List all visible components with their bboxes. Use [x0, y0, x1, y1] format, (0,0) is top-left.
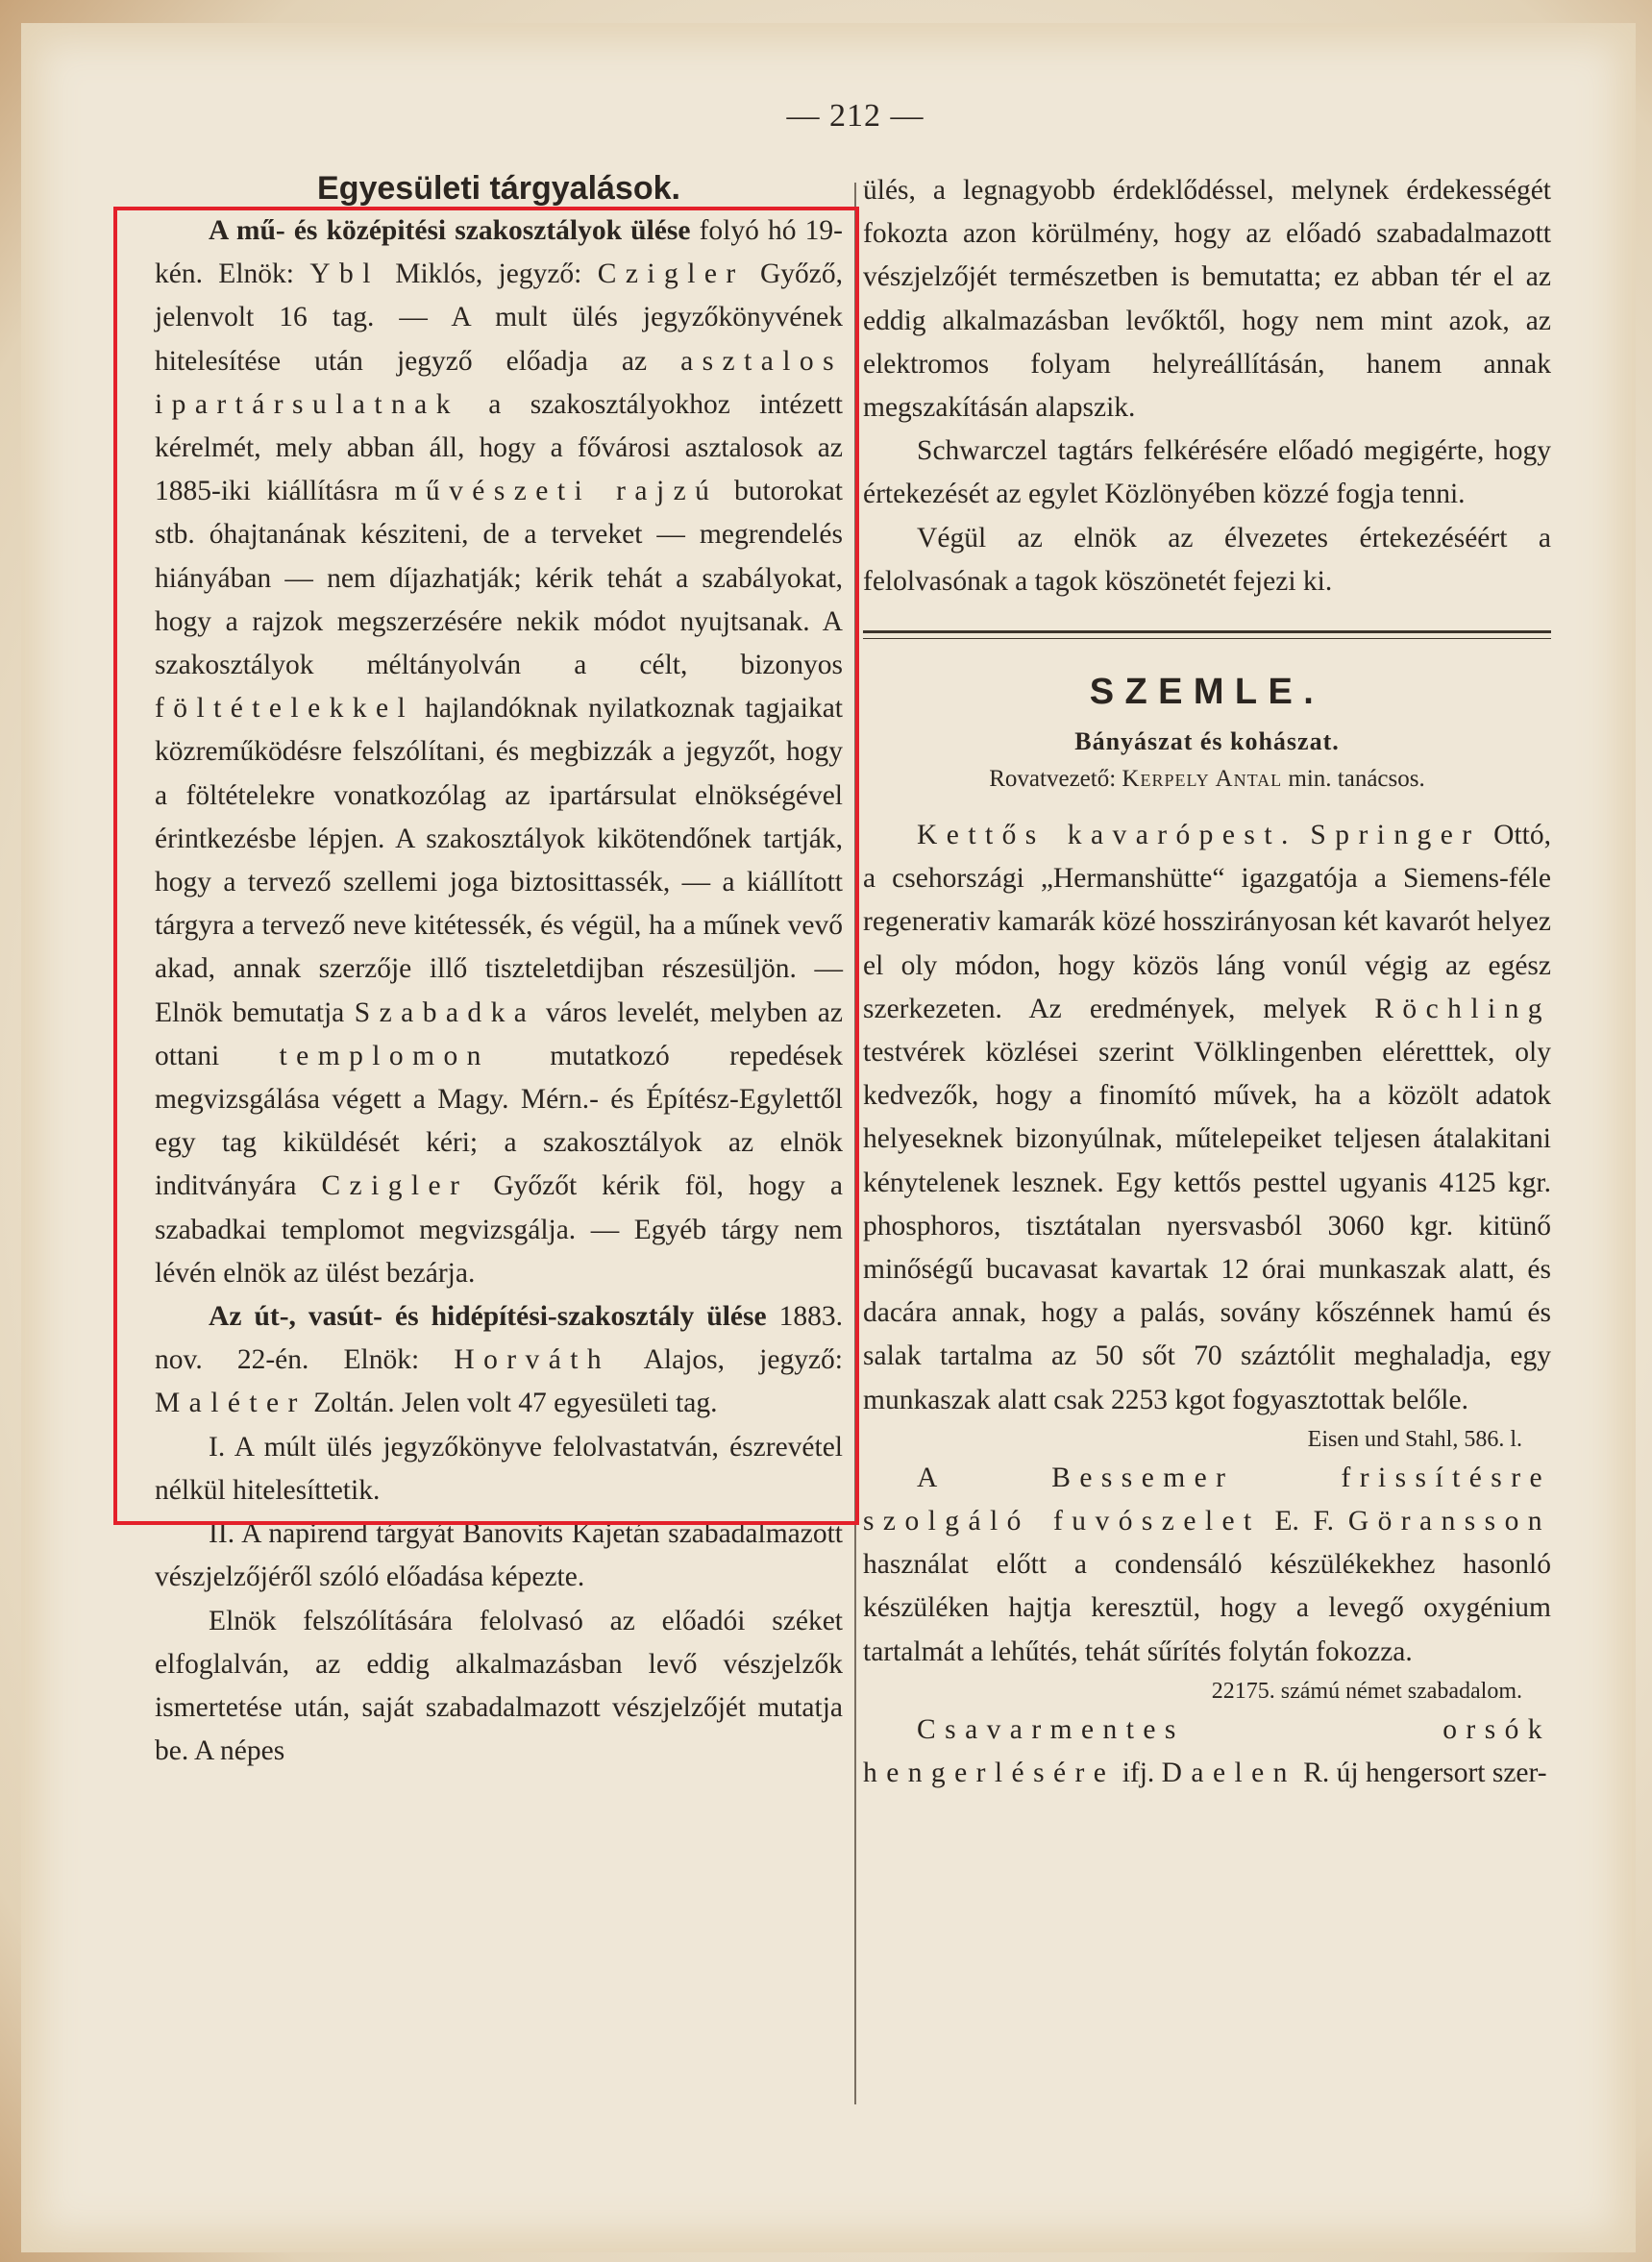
spaced-term: templomon: [279, 1040, 490, 1071]
editor-title: min. tanácsos.: [1282, 766, 1425, 793]
meeting-report-2: [155, 1295, 843, 1426]
editor-label: Rovatvezető:: [989, 766, 1122, 793]
section-heading: Egyesületi tárgyalások.: [317, 170, 680, 207]
text-run: a szakosztályokhoz intézett kérelmét, mely abban áll, hogy a fővárosi asztalosok az 1885-iki kiállításra: [155, 388, 843, 507]
paragraph-continuation: ülés, a legnagyobb érdeklődéssel, melynek érdekességét fokozta azon körülmény, hogy az előadó szabadalmazott vészjelzőjét természetben is bemutatta; ez abban tér el az eddig alkalmazásban levőktől, hogy nem mint azok, az elektromos folyam helyreállításán, hanem annak megszakításán alapszik.: [863, 175, 1551, 424]
text-run: Ottó, a csehországi „Hermanshütte“ igazgatója a Siemens-féle regenerativ kamarák közé hosszirányosan két kavarót helyez el oly módon, hogy közös láng vonúl végig az egész szerkezeten. Az eredmények, melyek: [863, 820, 1551, 1024]
item-title: Kettős kavarópest.: [917, 820, 1297, 851]
text-run: E. F.: [1260, 1506, 1348, 1537]
left-column: [155, 169, 843, 1773]
text-run: mutatkozó repedések megvizsgálása végett a Magy. Mérn.- és Építész-Egylettől egy tag kiküldését kéri; a szakosztályok az elnök inditványára: [155, 1040, 844, 1202]
spaced-name: Horváth: [454, 1344, 611, 1376]
review-item-3: [863, 1709, 1551, 1795]
spaced-name: Daelen: [1161, 1758, 1296, 1789]
paragraph-item-1: I. A múlt ülés jegyzőkönyve felolvastatván, észrevétel nélkül hitelesíttetik.: [155, 1431, 843, 1506]
text-run: butorokat stb. óhajtanának késziteni, de a terveket — megrendelés hiányában — nem díjazhatják; kérik tehát a szabályokat, hogy a rajzok megszerzésére nekik módot nyujtsanak. A szakosztályok méltányolván a célt, bizonyos: [155, 476, 843, 681]
text-run: Miklós, jegyző:: [379, 258, 598, 290]
spaced-term: Szabadka: [354, 996, 536, 1028]
spaced-term: föltételekkel: [155, 693, 415, 725]
review-section-title: Bányászat és kohászat.: [1074, 727, 1340, 756]
text-run: 1883. nov. 22-én. Elnök:: [155, 1301, 843, 1376]
text-run: R. új hengersort szer-: [1295, 1758, 1547, 1789]
right-column: [863, 169, 1551, 1795]
text-run: testvérek közlései szerint Völklingenben eléretttek, oly kedvezők, hogy a finomító művek, ha a közölt adatok helyeseknek bizonyúlnak, műtelepeiket teljesen átalakitani kénytelenek lesznek. Egy kettős pesttel ugyanis 4125 kgr. phosphoros, tisztátalan nyersvasból 3060 kgr. kitünő minőségű bucavasat kavartak 12 órai munkaszak alatt, és dacára annak, hogy a palás, sovány kőszénnek hamú és salak tartalma az 50 sőt 70 száztólit meghaladja, egy munkaszak alatt csak 2253 kgot fogyasztottak belőle.: [863, 1037, 1551, 1415]
spaced-term: művészeti rajzú: [394, 476, 719, 507]
text-run: Zoltán. Jelen volt 47 egyesületi tag.: [306, 1388, 718, 1419]
text-run: Győző, jelenvolt 16 tag. — A mult ülés jegyzőkönyvének hitelesítése után jegyző előadja az: [155, 258, 843, 377]
meeting-title-1: A mű- és középitési szakosztályok ülése: [209, 215, 691, 246]
text-run: folyó hó 19-kén. Elnök:: [155, 215, 844, 290]
meeting-title-2: Az út-, vasút- és hidépítési-szakosztály ülése: [209, 1301, 767, 1333]
item-title: A Bessemer frissítésre szolgáló fuvószelet: [863, 1462, 1551, 1537]
spaced-name: Czigler: [597, 258, 745, 290]
spaced-name: Röchling: [1374, 993, 1551, 1024]
paragraph-lecture: Elnök felszólítására felolvasó az előadói széket elfoglalván, az eddig alkalmazásban levő vészjelzők ismertetése után, saját szabadalmazott vészjelzőjét mutatja be. A népes: [155, 1605, 843, 1767]
page-number: — 212 —: [786, 98, 925, 134]
column-divider: [854, 183, 856, 2104]
meeting-report-1: [155, 209, 843, 1295]
review-heading: SZEMLE.: [1089, 672, 1325, 713]
paragraph-item-2: II. A napirend tárgyát Banovits Kajetán szabadalmazott vészjelzőjéről szóló előadása képezte.: [155, 1518, 843, 1593]
source-citation-2: 22175. számú német szabadalom.: [1211, 1678, 1522, 1704]
paragraph-schwarczel: Schwarczel tagtárs felkérésére előadó megigérte, hogy értekezését az egylet Közlönyében közzé fogja tenni.: [863, 435, 1551, 510]
text-run: Alajos, jegyző:: [610, 1344, 843, 1376]
text-run: Győzőt kérik föl, hogy a szabadkai templomot megvizsgálja. — Egyéb tárgy nem lévén elnök az ülést bezárja.: [155, 1170, 843, 1289]
spaced-term: asztalos ipartársulatnak: [155, 345, 843, 420]
paragraph-thanks: Végül az elnök az élvezetes értekezéséért a felolvasónak a tagok köszönetét fejezi ki.: [863, 522, 1551, 597]
text-run: ifj.: [1115, 1758, 1162, 1789]
column-editor-line: [863, 760, 1551, 799]
spaced-name: Göransson: [1347, 1506, 1551, 1537]
spaced-name: Ybl: [309, 258, 380, 290]
review-item-2: [863, 1457, 1551, 1674]
review-item-1: [863, 814, 1551, 1422]
double-rule-divider: [863, 630, 1551, 639]
editor-name: Kerpely Antal: [1122, 766, 1283, 793]
spaced-name: Springer: [1310, 820, 1481, 851]
text-run: hajlandóknak nyilatkoznak tagjaikat közreműködésre felszólítani, és megbizzák a jegyzőt, hogy a föltételekre vonatkozólag az ipartársulat elnökségével érintkezésbe lépjen. A szakosztályok kikötendőnek tartják, hogy a tervező szellemi joga biztosittassék, — a kiállított tárgyra a tervező neve kitétessék, és végül, ha a műnek vevő akad, annak szerzője illő tiszteletdijban részesüljön. — Elnök bemutatja: [155, 693, 843, 1028]
text-run: [1297, 820, 1311, 850]
text-run: használat előtt a condensáló készülékekhez hasonló készüléken hajtja keresztül, hogy a levegő oxygénium tartalmát a lehűtés, tehát sűrítés folytán fokozza.: [863, 1549, 1551, 1667]
source-citation-1: Eisen und Stahl, 586. l.: [1307, 1426, 1522, 1452]
spaced-name: Maléter: [155, 1388, 307, 1419]
item-title: Csavarmentes orsók hengerlésére: [863, 1713, 1551, 1789]
spaced-name: Czigler: [321, 1170, 469, 1202]
text-run: város levelét, melyben az ottani: [155, 996, 843, 1071]
